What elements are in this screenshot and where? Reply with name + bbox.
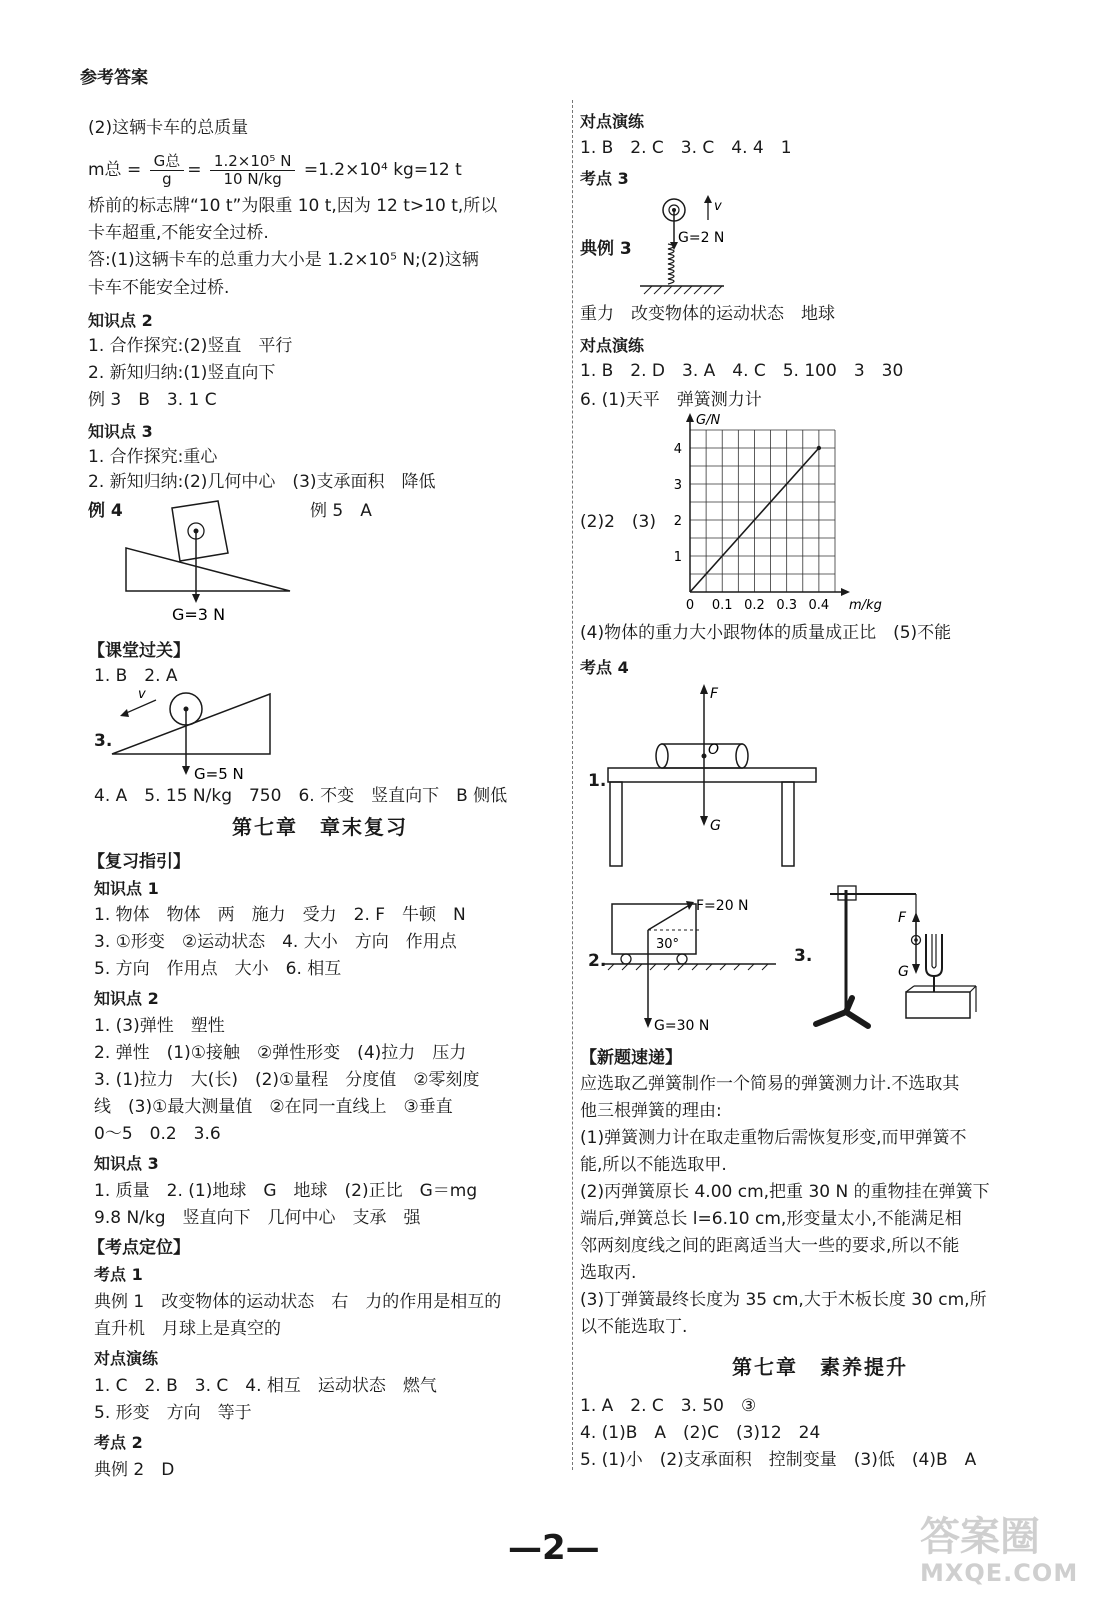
- text-line: (2)这辆卡车的总质量: [88, 118, 249, 138]
- answer-line: 线 (3)①最大测量值 ②在同一直线上 ③垂直: [94, 1097, 453, 1117]
- text-line: 他三根弹簧的理由:: [580, 1101, 722, 1121]
- angle-label: 30°: [656, 937, 680, 952]
- answer-line: 1. 合作探究:(2)竖直 平行: [88, 336, 293, 356]
- answer-line: 3. ①形变 ②运动状态 4. 大小 方向 作用点: [94, 932, 457, 952]
- question-number: 3.: [94, 731, 113, 751]
- text-line: 应选取乙弹簧制作一个简易的弹簧测力计.不选取其: [580, 1074, 960, 1094]
- example4-incline-diagram: [120, 498, 300, 628]
- text-line: 端后,弹簧总长 l=6.10 cm,形变量太小,不能满足相: [580, 1209, 962, 1229]
- text-line: 邻两刻度线之间的距离适当大一些的要求,所以不能: [580, 1236, 960, 1256]
- answer-line: 典例 1 改变物体的运动状态 右 力的作用是相互的: [94, 1292, 502, 1312]
- answer-line: (4)物体的重力大小跟物体的质量成正比 (5)不能: [580, 623, 952, 643]
- question-number: 1.: [588, 771, 607, 791]
- section-heading: 考点 2: [94, 1433, 143, 1452]
- section-heading: 知识点 1: [94, 879, 159, 898]
- answer-line: 5. (1)小 (2)支承面积 控制变量 (3)低 (4)B A: [580, 1450, 977, 1470]
- x-tick-label: 0.1: [711, 598, 733, 613]
- answer-line: 1. 质量 2. (1)地球 G 地球 (2)正比 G＝mg: [94, 1181, 478, 1201]
- answer-line: 5. 方向 作用点 大小 6. 相互: [94, 959, 342, 979]
- velocity-label: v: [138, 687, 146, 702]
- tuning-fork-stand-diagram: [812, 876, 992, 1036]
- force-label: F: [710, 686, 719, 702]
- answer-line: 1. C 2. B 3. C 4. 相互 运动状态 燃气: [94, 1376, 437, 1396]
- x-axis-arrow: [841, 588, 850, 596]
- section-heading: 【复习指引】: [88, 852, 190, 872]
- chapter-heading: 第七章 素养提升: [732, 1355, 908, 1379]
- answer-line: 3. (1)拉力 大(长) (2)①量程 分度值 ②零刻度: [94, 1070, 480, 1090]
- y-axis-label: G/N: [696, 413, 721, 428]
- answer-line: 1. B 2. A: [94, 666, 178, 686]
- data-point: [817, 446, 821, 450]
- g-m-graph: [670, 412, 910, 617]
- q3-incline-diagram: [110, 686, 280, 786]
- answer-line: 9.8 N/kg 竖直向下 几何中心 支承 强: [94, 1208, 421, 1228]
- answer-line: 1. 合作探究:重心: [88, 447, 218, 467]
- x-tick-label: 0.4: [808, 598, 830, 613]
- weight-label: G=30 N: [654, 1018, 710, 1034]
- section-heading: 知识点 2: [94, 989, 159, 1008]
- y-tick-label: 4: [673, 442, 682, 457]
- answer-line: 2. 新知归纳:(2)几何中心 (3)支承面积 降低: [88, 472, 436, 492]
- answer-line: 重力 改变物体的运动状态 地球: [580, 304, 835, 324]
- answer-line: 例 3 B 3. 1 C: [88, 390, 217, 410]
- section-heading: 【考点定位】: [88, 1238, 190, 1258]
- watermark-en: MXQE.COM: [920, 1559, 1079, 1587]
- text-line: 卡车超重,不能安全过桥.: [88, 223, 269, 243]
- section-heading: 对点演练: [580, 112, 645, 131]
- force-label: F=20 N: [696, 898, 749, 914]
- answer-line: 4. (1)B A (2)C (3)12 24: [580, 1423, 821, 1443]
- text-line: (1)弹簧测力计在取走重物后需恢复形变,而甲弹簧不: [580, 1128, 967, 1148]
- text-line: 答:(1)这辆卡车的总重力大小是 1.2×10⁵ N;(2)这辆: [88, 250, 479, 270]
- section-heading: 知识点 3: [94, 1154, 159, 1173]
- section-heading: 考点 4: [580, 658, 629, 677]
- answer-line: 5. 形变 方向 等于: [94, 1403, 252, 1423]
- chapter-heading: 第七章 章末复习: [232, 815, 408, 839]
- watermark: [920, 1515, 1078, 1587]
- y-axis-arrow: [686, 413, 694, 422]
- velocity-label: v: [714, 199, 722, 214]
- y-tick-label: 1: [673, 550, 682, 565]
- x-tick-label: 0.3: [776, 598, 798, 613]
- answer-line: 2. 弹性 (1)①接触 ②弹性形变 (4)拉力 压力: [94, 1043, 467, 1063]
- cart-force-diagram: [600, 884, 780, 1034]
- section-heading: 考点 1: [94, 1265, 143, 1284]
- weight-label: G=5 N: [194, 765, 244, 783]
- text-line: 以不能选取丁.: [580, 1317, 688, 1337]
- answer-line: 0～5 0.2 3.6: [94, 1124, 221, 1144]
- fraction-g-total: $\frac{\text{G总}}{g}$: [150, 153, 185, 188]
- page-header-title: 参考答案: [80, 68, 148, 88]
- weight-label: G=2 N: [678, 230, 725, 246]
- gravity-label: G: [898, 964, 909, 980]
- answer-line: 1. B 2. D 3. A 4. C 5. 100 3 30: [580, 361, 904, 381]
- column-divider: [572, 100, 573, 1470]
- text-line: (2)丙弹簧原长 4.00 cm,把重 30 N 的重物挂在弹簧下: [580, 1182, 990, 1202]
- section-heading: 知识点 3: [88, 422, 153, 441]
- center-label: O: [708, 742, 720, 758]
- answer-line: 4. A 5. 15 N/kg 750 6. 不变 竖直向下 B 侧低: [94, 786, 508, 806]
- answer-line: 2. 新知归纳:(1)竖直向下: [88, 363, 276, 383]
- section-heading: 知识点 2: [88, 311, 153, 330]
- table-force-diagram: [602, 680, 822, 870]
- graph-ticks: [674, 413, 882, 613]
- formula-rhs: =1.2×10⁴ kg=12 t: [303, 160, 462, 180]
- x-tick-label: 0: [685, 598, 695, 613]
- x-axis-label: m/kg: [849, 598, 882, 613]
- answer-line: (2)2 (3): [580, 512, 656, 532]
- y-tick-label: 2: [673, 514, 682, 529]
- section-heading: 对点演练: [94, 1349, 159, 1368]
- text-line: 卡车不能安全过桥.: [88, 278, 230, 298]
- answer-line: 1. A 2. C 3. 50 ③: [580, 1396, 757, 1416]
- question-number: 3.: [794, 946, 813, 966]
- force-label: F: [898, 910, 907, 926]
- text-line: 能,所以不能选取甲.: [580, 1155, 727, 1175]
- graph-series: [690, 446, 821, 592]
- example-answer: 例 5 A: [310, 501, 372, 521]
- answer-line: 直升机 月球上是真空的: [94, 1319, 281, 1339]
- answer-line: 1. B 2. C 3. C 4. 4 1: [580, 138, 792, 158]
- weight-label: G=3 N: [172, 605, 226, 624]
- answer-line: 1. (3)弹性 塑性: [94, 1016, 225, 1036]
- answer-line: 6. (1)天平 弹簧测力计: [580, 390, 762, 410]
- section-heading: 对点演练: [580, 336, 645, 355]
- page-number: —2—: [508, 1528, 600, 1568]
- watermark-cn: 答案圈: [920, 1514, 1040, 1560]
- text-line: 桥前的标志牌“10 t”为限重 10 t,因为 12 t>10 t,所以: [88, 196, 498, 216]
- x-tick-label: 0.2: [744, 598, 765, 613]
- text-line: 选取丙.: [580, 1263, 637, 1283]
- question-number: 2.: [588, 951, 607, 971]
- formula-line: m总 = $\frac{\text{G总}}{g}$ = $\frac{\text{1.2×10⁵ N}}{10 N/kg}$ =1.2×10⁴ kg=12 t: [88, 151, 462, 188]
- text-line: (3)丁弹簧最终长度为 35 cm,大于木板长度 30 cm,所: [580, 1290, 987, 1310]
- section-heading: 【课堂过关】: [88, 641, 190, 661]
- section-heading: 【新题速递】: [580, 1048, 682, 1068]
- answer-line: 典例 2 D: [94, 1460, 175, 1480]
- gravity-label: G: [710, 818, 721, 834]
- answer-line: 1. 物体 物体 两 施力 受力 2. F 牛顿 N: [94, 905, 466, 925]
- formula-lhs: m总 =: [88, 160, 142, 180]
- example3-spring-diagram: [640, 194, 750, 298]
- fraction-values: $\frac{\text{1.2×10⁵ N}}{10 N/kg}$: [210, 153, 296, 188]
- example-label: 例 4: [88, 501, 123, 521]
- y-tick-label: 3: [673, 478, 682, 493]
- section-heading: 考点 3: [580, 169, 629, 188]
- example-label: 典例 3: [580, 239, 632, 259]
